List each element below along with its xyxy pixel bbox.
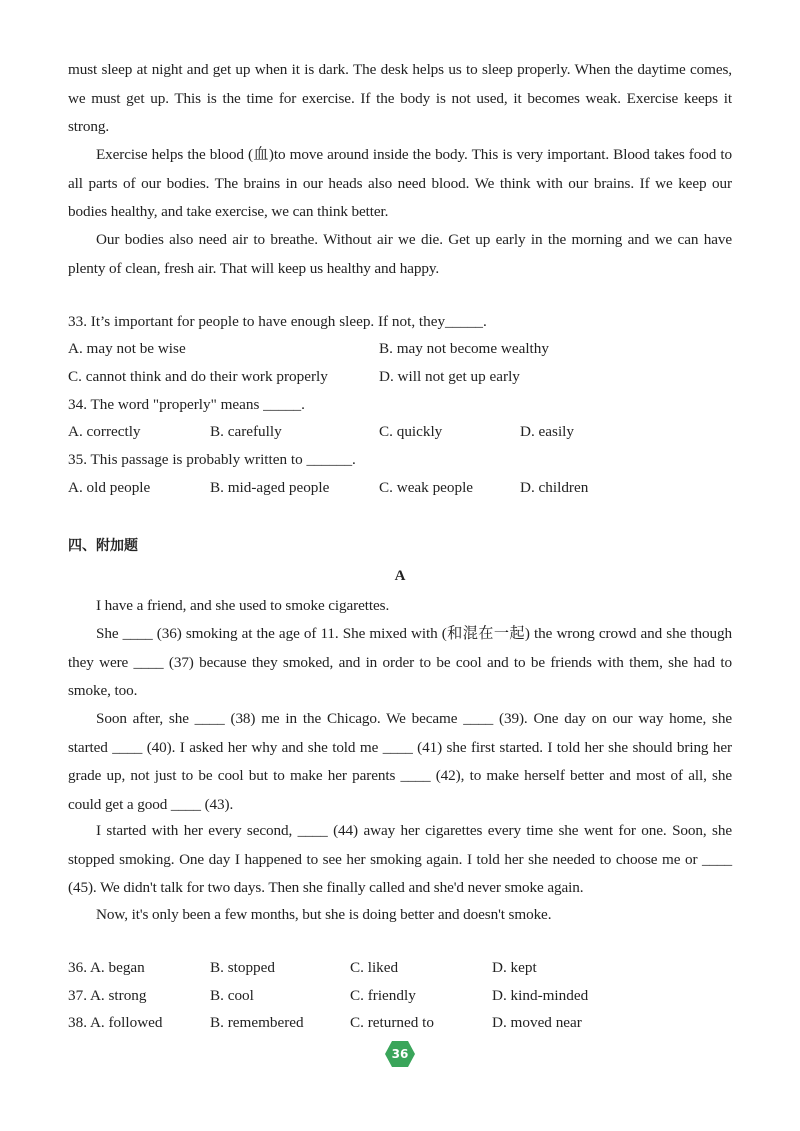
question-36-option-a[interactable]: 36. A. began	[68, 959, 145, 976]
question-38-options	[68, 1013, 732, 1033]
question-36-option-b[interactable]: B. stopped	[210, 959, 275, 976]
question-35-options	[68, 478, 732, 498]
question-33-options-row-1	[68, 339, 732, 359]
question-33-stem: 33. It’s important for people to have enough sleep. If not, they_____.	[68, 313, 487, 330]
question-34-option-d[interactable]: D. easily	[520, 423, 574, 440]
question-33-option-c[interactable]: C. cannot think and do their work properly	[68, 368, 328, 385]
passage-paragraph-2: Exercise helps the blood (血)to move around inside the body. This is very important. Blood takes food to all parts of our bodies. The brains in our heads also need blood. We think with our brains. If we keep our bodies healthy, and take exercise, we can think better.	[68, 146, 732, 220]
question-34-stem: 34. The word "properly" means _____.	[68, 396, 305, 413]
question-38-option-b[interactable]: B. remembered	[210, 1014, 304, 1031]
cloze-paragraph-4: I started with her every second, ____ (44) away her cigarettes every time she went for one. Soon, she stopped smoking. One day I happened to see her smoking again. I told her she needed to choose me or ____ (45). We didn't talk for two days. Then she finally called and she'd never smoke again.	[68, 822, 732, 896]
question-35-stem: 35. This passage is probably written to ______.	[68, 451, 356, 468]
question-33-options-row-2	[68, 367, 732, 387]
question-33-option-a[interactable]: A. may not be wise	[68, 340, 186, 357]
question-34-options	[68, 422, 732, 442]
section-title: 四、附加题	[68, 538, 138, 554]
cloze-paragraph-5: Now, it's only been a few months, but she is doing better and doesn't smoke.	[96, 906, 552, 923]
question-38-option-d[interactable]: D. moved near	[492, 1014, 582, 1031]
question-33-option-d[interactable]: D. will not get up early	[379, 368, 520, 385]
cloze-paragraph-3: Soon after, she ____ (38) me in the Chicago. We became ____ (39). One day on our way home, she started ____ (40). I asked her why and she told me ____ (41) she first started. I told her she should bring her grade up, not just to be cool but to make her parents ____ (42), to make herself better and most of all, she could get a good ____ (43).	[68, 710, 732, 813]
question-35-option-c[interactable]: C. weak people	[379, 479, 474, 496]
passage-label: A	[394, 568, 406, 584]
question-36-option-c[interactable]: C. liked	[350, 959, 399, 976]
question-36-options	[68, 958, 732, 978]
passage-paragraph-3: Our bodies also need air to breathe. Without air we die. Get up early in the morning and we can have plenty of clean, fresh air. That will keep us healthy and happy.	[68, 231, 732, 277]
question-38-option-a[interactable]: 38. A. followed	[68, 1014, 163, 1031]
question-34-option-a[interactable]: A. correctly	[68, 423, 141, 440]
question-36-option-d[interactable]: D. kept	[492, 959, 537, 976]
question-35-option-b[interactable]: B. mid-aged people	[210, 479, 330, 496]
question-33-option-b[interactable]: B. may not become wealthy	[379, 340, 549, 357]
question-34-option-c[interactable]: C. quickly	[379, 423, 443, 440]
cloze-paragraph-1: I have a friend, and she used to smoke cigarettes.	[96, 597, 390, 614]
question-35-option-a[interactable]: A. old people	[68, 479, 151, 496]
page-number-badge	[384, 1040, 416, 1068]
question-35-option-d[interactable]: D. children	[520, 479, 589, 496]
question-37-option-a[interactable]: 37. A. strong	[68, 987, 147, 1004]
question-38-option-c[interactable]: C. returned to	[350, 1014, 434, 1031]
question-37-option-d[interactable]: D. kind-minded	[492, 987, 589, 1004]
question-37-option-b[interactable]: B. cool	[210, 987, 254, 1004]
question-37-option-c[interactable]: C. friendly	[350, 987, 416, 1004]
page-number: 36	[391, 1047, 409, 1061]
cloze-paragraph-2: She ____ (36) smoking at the age of 11. She mixed with (和混在一起) the wrong crowd and she though they were ____ (37) because they smoked, and in order to be cool and to be friends with them, she had to smoke, too.	[68, 625, 732, 699]
passage-paragraph-1: must sleep at night and get up when it is dark. The desk helps us to sleep properly. When the daytime comes, we must get up. This is the time for exercise. If the body is not used, it becomes weak. Exercise keeps it strong.	[68, 61, 732, 135]
question-34-option-b[interactable]: B. carefully	[210, 423, 282, 440]
question-37-options	[68, 986, 732, 1006]
